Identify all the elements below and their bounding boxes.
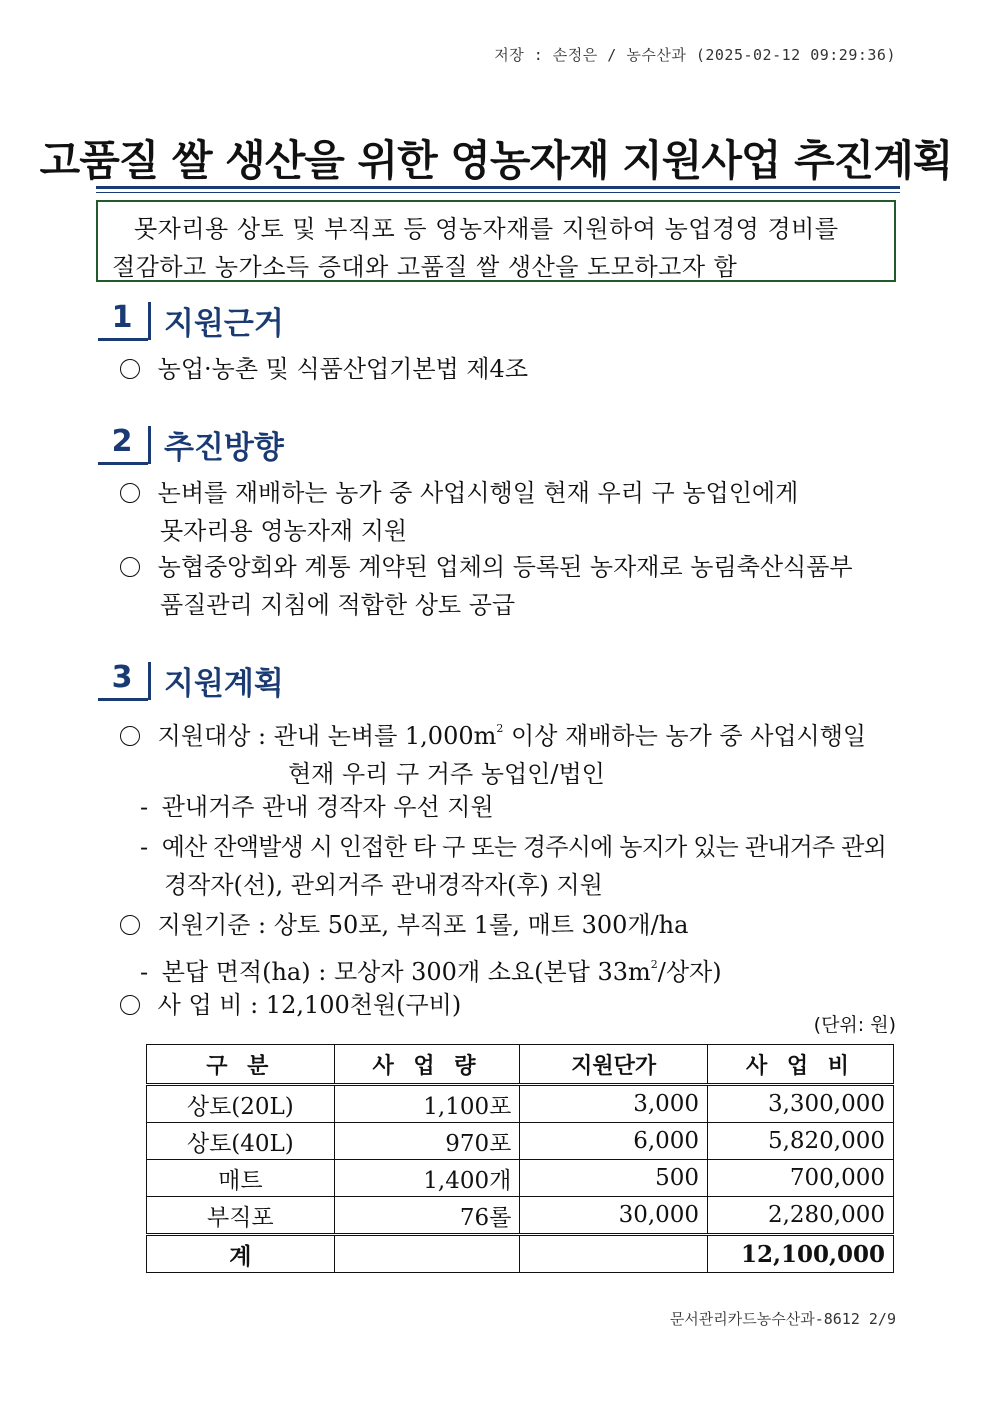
table-row: 매트 1,400개 500 700,000 — [147, 1160, 894, 1197]
unit-label: (단위: 원) — [813, 1014, 896, 1036]
circle-bullet-icon — [120, 915, 140, 935]
section-2-item-1: 논벼를 재배하는 농가 중 사업시행일 현재 우리 구 농업인에게 못자리용 영농자재 지원 — [120, 474, 900, 550]
budget-table — [146, 1044, 894, 1273]
support-criteria: 지원기준 : 상토 50포, 부직포 1롤, 매트 300개/ha — [120, 906, 688, 944]
summary-line-2: 절감하고 농가소득 증대와 고품질 쌀 생산을 도모하고자 함 — [112, 253, 738, 281]
section-1-item-1: 농업·농촌 및 식품산업기본법 제4조 — [120, 350, 528, 388]
section-1-number: 1 — [111, 300, 133, 335]
save-info: 저장 : 손정은 / 농수산과 (2025-02-12 09:29:36) — [494, 46, 896, 64]
circle-bullet-icon — [120, 483, 140, 503]
project-cost: 사 업 비 : 12,100천원(구비) — [120, 986, 461, 1024]
circle-bullet-icon — [120, 995, 140, 1015]
header-unit-price: 지원단가 — [520, 1045, 708, 1085]
section-2-item-2: 농협중앙회와 계통 계약된 업체의 등록된 농자재로 농림축산식품부 품질관리 지침에 적합한 상토 공급 — [120, 548, 900, 624]
target-sub-item-1: - 관내거주 관내 경작자 우선 지원 — [140, 793, 494, 821]
section-2-underline — [98, 462, 148, 465]
title-rule-thin — [96, 192, 900, 193]
circle-bullet-icon — [120, 359, 140, 379]
section-3-underline — [98, 698, 148, 701]
section-1-divider — [148, 302, 151, 340]
table-total-row: 계 12,100,000 — [147, 1235, 894, 1273]
summary-line-1: 못자리용 상토 및 부직포 등 영농자재를 지원하여 농업경영 경비를 — [134, 215, 839, 243]
title-rule — [96, 186, 900, 189]
header-cost: 사 업 비 — [708, 1045, 894, 1085]
section-3-number: 3 — [111, 660, 133, 695]
section-3-title: 지원계획 — [164, 666, 284, 702]
criteria-sub-item: - 본답 면적(ha) : 모상자 300개 소요(본답 $33m^2/$상자) — [140, 958, 722, 986]
circle-bullet-icon — [120, 726, 140, 746]
section-1-underline — [98, 338, 148, 341]
section-3-divider — [148, 662, 151, 700]
table-row: 상토(40L) 970포 6,000 5,820,000 — [147, 1123, 894, 1160]
support-target: 지원대상 : 관내 논벼를 $1,000m^2$ 이상 재배하는 농가 중 사업시행일 현재 우리 구 거주 농업인/법인 — [120, 710, 900, 793]
section-2-divider — [148, 426, 151, 464]
summary-box — [96, 200, 896, 282]
target-sub-item-2: - 예산 잔액발생 시 인접한 타 구 또는 경주시에 농지가 있는 관내거주 관외 경작자(선), 관외거주 관내경작자(후) 지원 — [140, 833, 887, 899]
document-footer: 문서관리카드농수산과-8612 2/9 — [669, 1310, 896, 1328]
table-row: 부직포 76롤 30,000 2,280,000 — [147, 1197, 894, 1235]
section-2-title: 추진방향 — [164, 430, 284, 466]
section-2-number: 2 — [111, 424, 133, 459]
header-quantity: 사 업 량 — [334, 1045, 520, 1085]
circle-bullet-icon — [120, 557, 140, 577]
table-header-row — [147, 1045, 894, 1085]
table-row: 상토(20L) 1,100포 3,000 3,300,000 — [147, 1085, 894, 1123]
section-1-title: 지원근거 — [164, 306, 284, 342]
header-category: 구 분 — [147, 1045, 335, 1085]
document-title: 고품질 쌀 생산을 위한 영농자재 지원사업 추진계획 — [39, 136, 953, 185]
